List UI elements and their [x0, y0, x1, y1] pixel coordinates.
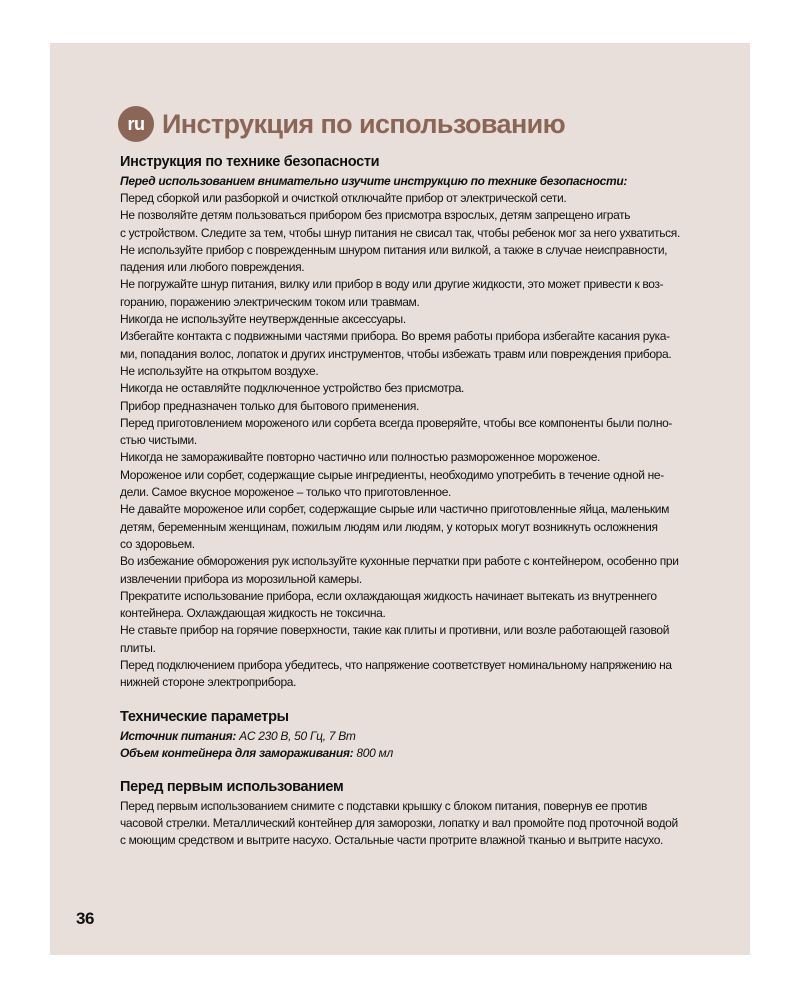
safety-line: Прибор предназначен только для бытового применения. [120, 398, 419, 413]
safety-line: ми, попадания волос, лопаток и других инструментов, чтобы избежать травм или повреждения прибора. [120, 346, 672, 361]
first-use-line: часовой стрелки. Металлический контейнер для заморозки, лопатку и вал промойте под проточной водой [120, 815, 678, 830]
safety-line: Перед подключением прибора убедитесь, что напряжение соответствует номинальному напряжению на [120, 658, 672, 673]
page-number: 36 [76, 909, 94, 928]
safety-text [120, 190, 710, 692]
safety-line: стью чистыми. [120, 433, 197, 448]
safety-line: Не используйте прибор с поврежденным шнуром питания или вилкой, а также в случае неисправности, [120, 242, 668, 257]
safety-line: Прекратите использование прибора, если охлаждающая жидкость начинает вытекать из внутреннего [120, 588, 657, 603]
safety-line: Избегайте контакта с подвижными частями прибора. Во время работы прибора избегайте касания рука- [120, 329, 670, 344]
safety-line: Во избежание обморожения рук используйте кухонные перчатки при работе с контейнером, особенно при [120, 554, 679, 569]
safety-line: Не давайте мороженое или сорбет, содержащие сырые или частично приготовленные яйца, маленьким [120, 502, 670, 517]
safety-line: извлечении прибора из морозильной камеры. [120, 571, 362, 586]
content [120, 151, 710, 850]
safety-line: со здоровьем. [120, 536, 195, 551]
page-title: Инструкция по использованию [162, 108, 566, 139]
safety-line: Никогда не замораживайте повторно частично или полностью размороженное мороженое. [120, 450, 601, 465]
spec-volume-label: Объем контейнера для замораживания: [120, 745, 354, 760]
safety-line: падения или любого повреждения. [120, 260, 305, 275]
first-use-text [120, 798, 710, 850]
safety-line: Перед приготовлением мороженого или сорбета всегда проверяйте, чтобы все компоненты были полно- [120, 415, 673, 430]
safety-warning: Перед использованием внимательно изучите инструкцию по технике безопасности: [120, 174, 628, 188]
spec-power-label: Источник питания: [120, 728, 237, 743]
first-use-line: с моющим средством и вытрите насухо. Остальные части протрите влажной тканью и вытрите насухо. [120, 833, 664, 848]
page-header [118, 106, 565, 142]
safety-line: контейнера. Охлаждающая жидкость не токсична. [120, 606, 386, 621]
safety-line: Никогда не оставляйте подключенное устройство без присмотра. [120, 381, 465, 396]
specs-title: Технические параметры [120, 708, 289, 725]
safety-line: Не позволяйте детям пользоваться прибором без присмотра взрослых, детям запрещено играть [120, 208, 631, 223]
first-use-line: Перед первым использованием снимите с подставки крышку с блоком питания, повернув ее против [120, 798, 647, 813]
spec-power [120, 728, 710, 745]
safety-line: дели. Самое вкусное мороженое – только что приготовленное. [120, 485, 452, 500]
safety-line: Мороженое или сорбет, содержащие сырые ингредиенты, необходимо употребить в течение одной не- [120, 467, 664, 482]
safety-title: Инструкция по технике безопасности [120, 154, 380, 170]
spec-volume-value: 800 мл [353, 745, 393, 760]
spec-volume [120, 745, 710, 762]
safety-line: Не используйте на открытом воздухе. [120, 363, 319, 378]
safety-line: Перед сборкой или разборкой и очисткой отключайте прибор от электрической сети. [120, 191, 567, 205]
spec-power-value: AC 230 В, 50 Гц, 7 Вт [236, 728, 356, 743]
language-badge: ru [118, 106, 154, 142]
first-use-title: Перед первым использованием [120, 778, 344, 795]
safety-line: детям, беременным женщинам, пожилым людям или людям, у которых могут возникнуть осложнения [120, 519, 658, 534]
safety-line: плиты. [120, 640, 156, 655]
safety-line: Никогда не используйте неутвержденные аксессуары. [120, 312, 406, 327]
safety-line: Не погружайте шнур питания, вилку или прибор в воду или другие жидкости, это может привести к воз- [120, 277, 664, 292]
safety-line: горанию, поражению электрическим током или травмам. [120, 294, 420, 309]
safety-line: Не ставьте прибор на горячие поверхности, такие как плиты и противни, или возле работающей газовой [120, 623, 670, 638]
safety-line: нижней стороне электроприбора. [120, 675, 297, 690]
safety-line: с устройством. Следите за тем, чтобы шнур питания не свисал так, чтобы ребенок мог за него ухватиться. [120, 225, 680, 240]
